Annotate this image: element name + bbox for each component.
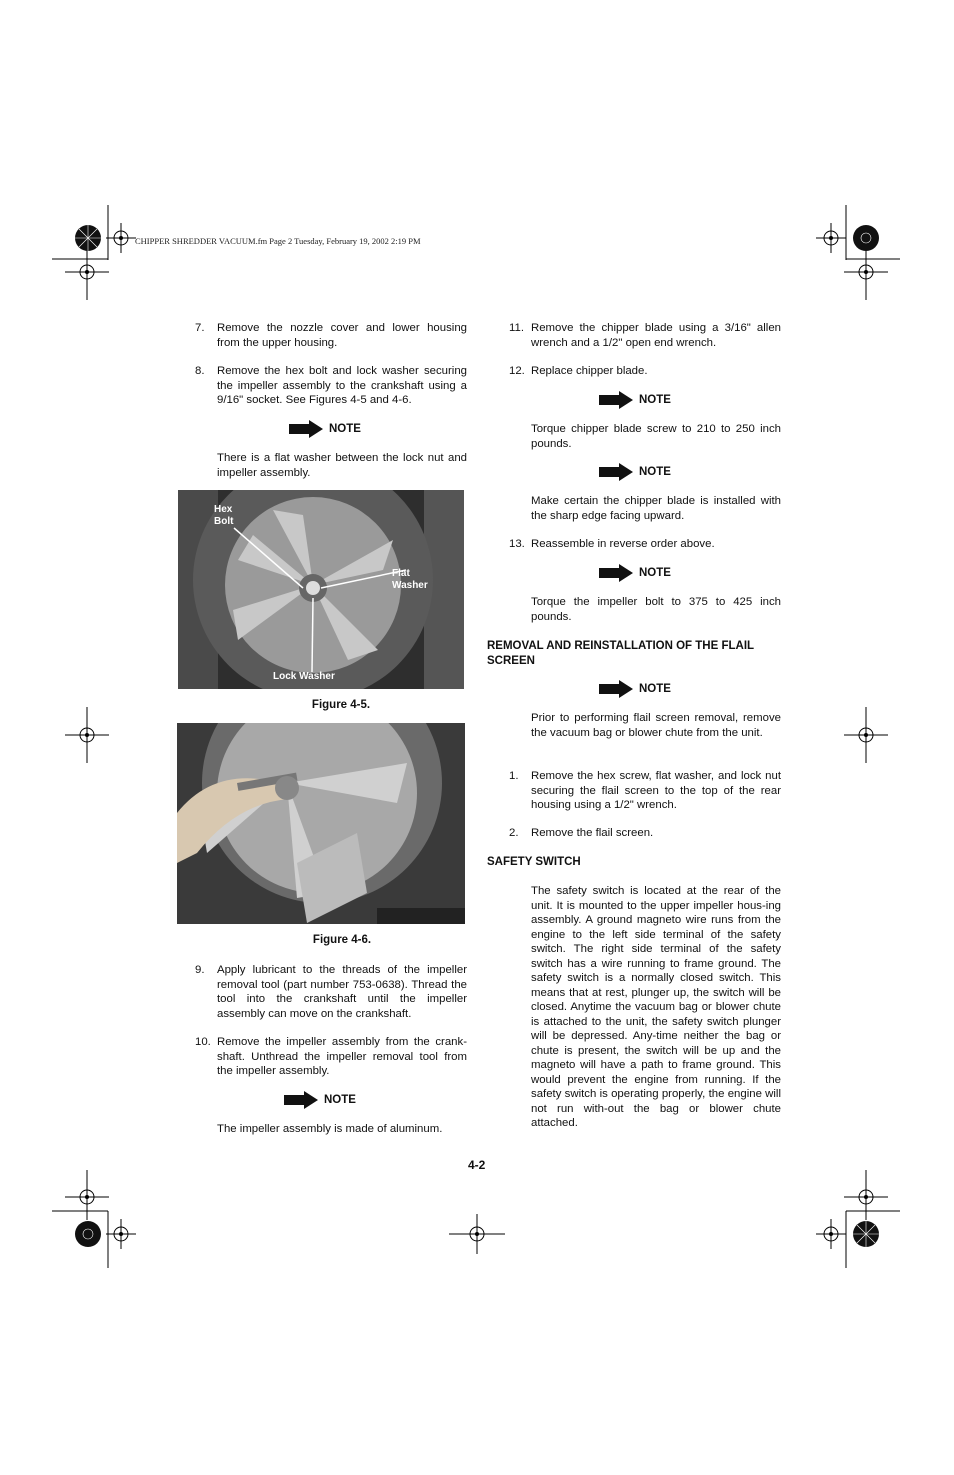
arrow-icon bbox=[289, 420, 323, 438]
step-13: 13. Reassemble in reverse order above. bbox=[509, 538, 715, 550]
note-6-text: Prior to performing flail screen removal, remove the vacuum bag or blower chute from the unit. bbox=[531, 712, 781, 739]
arrow-icon bbox=[599, 463, 633, 481]
note-3: NOTE bbox=[599, 389, 671, 411]
file-header: CHIPPER SHREDDER VACUUM.fm Page 2 Tuesday, February 19, 2002 2:19 PM bbox=[135, 236, 421, 246]
step-10: 10. Remove the impeller assembly from the crank-shaft. Unthread the impeller removal tool from the impeller assembly. bbox=[195, 1036, 467, 1077]
note-1-text: There is a flat washer between the lock nut and impeller assembly. bbox=[217, 452, 467, 479]
note-3-text: Torque chipper blade screw to 210 to 250 inch pounds. bbox=[531, 423, 781, 450]
note-6: NOTE bbox=[599, 678, 671, 700]
note-5: NOTE bbox=[599, 562, 671, 584]
safety-switch-text: The safety switch is located at the rear of the unit. It is mounted to the upper impeller hous-ing assembly. A ground magneto wire runs from the engine to the left side terminal of the safety switch. The right side terminal of the safety switch has a wire running to frame ground. The safety switch is a normally closed switch. This means that at rest, plunger up, the switch will be closed. Anytime the vacuum bag or blower chute is attached to the unit, the safety switch plunger will be depressed. Any-time neither the bag or chute is present, the switch will be up and the magneto will have a path to frame ground. This would prevent the engine from running. If the safety switch is operating properly, the engine will not run with-out the bag or blower chute attached. bbox=[531, 885, 781, 1129]
left-column bbox=[195, 321, 467, 422]
label-hex-bolt: Hex Bolt bbox=[214, 504, 234, 527]
note-4: NOTE bbox=[599, 461, 671, 483]
heading-flail-screen: REMOVAL AND REINSTALLATION OF THE FLAIL SCREEN bbox=[487, 640, 754, 667]
heading-safety-switch: SAFETY SWITCH bbox=[487, 856, 581, 868]
note-4-text: Make certain the chipper blade is installed with the sharp edge facing upward. bbox=[531, 495, 781, 522]
arrow-icon bbox=[599, 391, 633, 409]
note-5-text: Torque the impeller bolt to 375 to 425 inch pounds. bbox=[531, 596, 781, 623]
figure-4-6-photo bbox=[177, 723, 465, 924]
step-9: 9. Apply lubricant to the threads of the impeller removal tool (part number 753-0638). Thread the tool into the crankshaft until the impeller assembly can move on the crankshaft. bbox=[195, 964, 467, 1020]
figure-4-6-caption: Figure 4-6. bbox=[312, 934, 372, 946]
left-column-lower bbox=[195, 963, 467, 1093]
flail-steps bbox=[509, 769, 781, 841]
step-7: 7. Remove the nozzle cover and lower housing from the upper housing. bbox=[195, 322, 467, 349]
step-11: 11. Remove the chipper blade using a 3/16" allen wrench and a 1/2" open end wrench. bbox=[509, 322, 781, 349]
figure-4-5-photo bbox=[178, 490, 464, 689]
flail-step-2: 2. Remove the flail screen. bbox=[509, 827, 654, 839]
page-number: 4-2 bbox=[468, 1158, 486, 1172]
note-1: NOTE bbox=[289, 418, 361, 440]
label-lock-washer: Lock Washer bbox=[273, 671, 335, 682]
note-2: NOTE bbox=[284, 1089, 356, 1111]
flail-step-1: 1. Remove the hex screw, flat washer, and lock nut securing the flail screen to the top of the rear housing using a 1/2" wrench. bbox=[509, 770, 781, 811]
figure-4-5-caption: Figure 4-5. bbox=[311, 699, 371, 711]
arrow-icon bbox=[284, 1091, 318, 1109]
step-8: 8. Remove the hex bolt and lock washer securing the impeller assembly to the crankshaft using a 9/16" socket. See Figures 4-5 and 4-6. bbox=[195, 365, 467, 406]
right-column bbox=[509, 321, 781, 379]
step-12: 12. Replace chipper blade. bbox=[509, 365, 648, 377]
arrow-icon bbox=[599, 680, 633, 698]
label-flat-washer: Flat Washer bbox=[392, 568, 428, 591]
note-2-text: The impeller assembly is made of aluminum. bbox=[217, 1123, 443, 1135]
arrow-icon bbox=[599, 564, 633, 582]
